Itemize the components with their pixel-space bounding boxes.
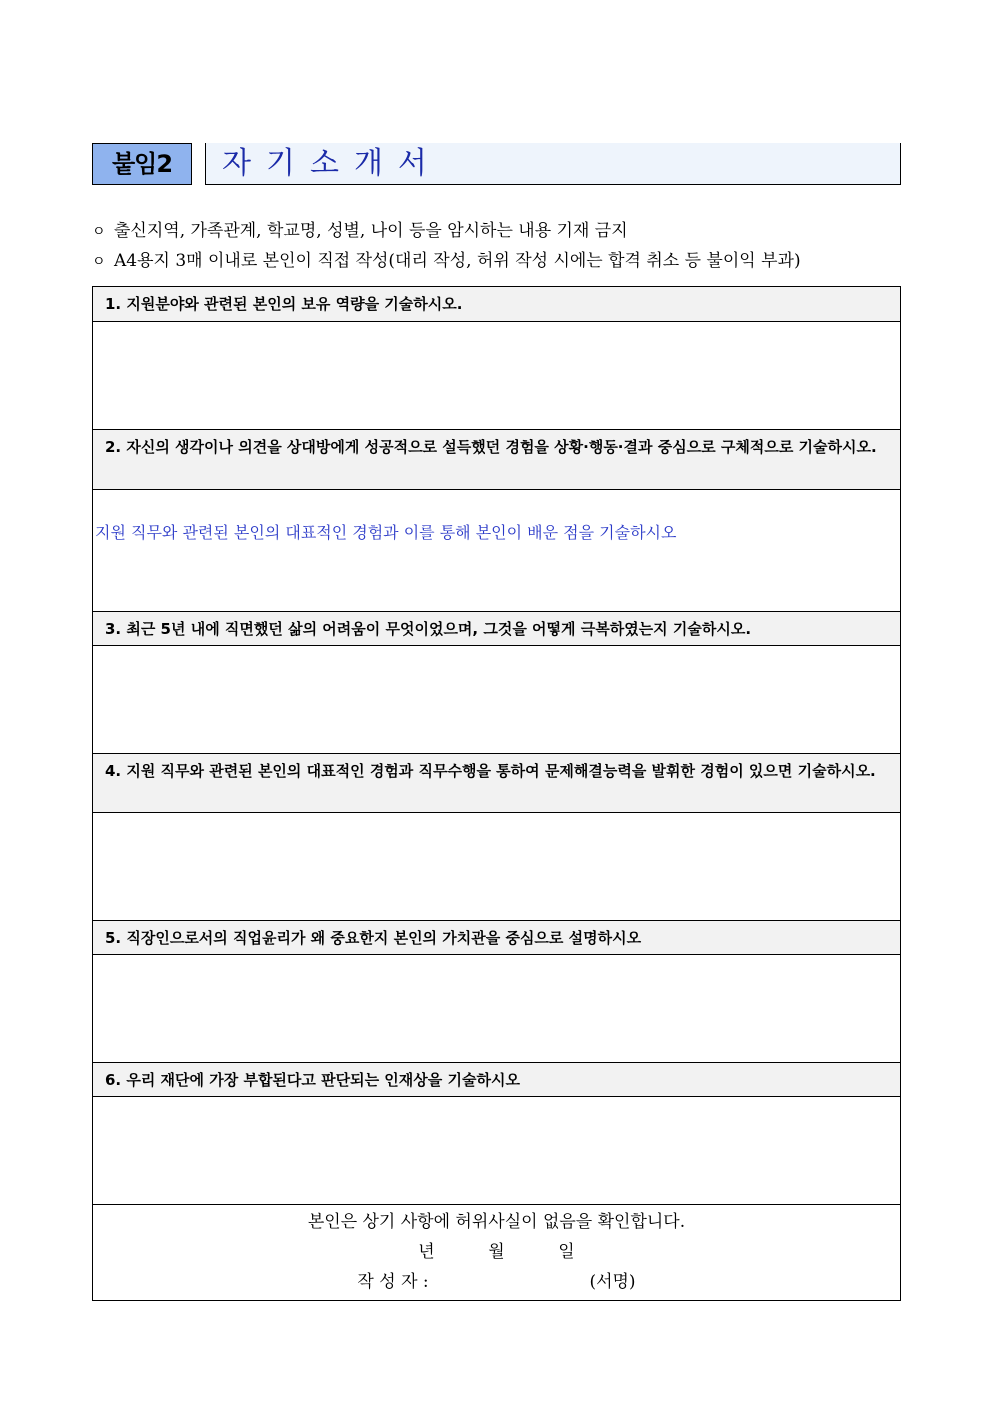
question-text: 자신의 생각이나 의견을 상대방에게 성공적으로 설득했던 경험을 상황·행동·결과 중심으로 구체적으로 기술하시오.	[126, 438, 877, 456]
question-number: 4.	[105, 762, 127, 780]
answer-field-3[interactable]	[93, 646, 901, 754]
note-text: 출신지역, 가족관계, 학교명, 성별, 나이 등을 암시하는 내용 기재 금지	[114, 221, 628, 241]
question-text: 우리 재단에 가장 부합된다고 판단되는 인재상을 기술하시오	[126, 1071, 520, 1089]
document-title: 자기소개서	[222, 146, 442, 181]
question-number: 2.	[105, 438, 127, 456]
confirmation-section	[93, 1205, 901, 1301]
answer-field-1[interactable]	[93, 322, 901, 430]
question-header-4	[93, 754, 901, 813]
month-label: 월	[488, 1242, 505, 1262]
question-header-2	[93, 430, 901, 490]
answer-field-6[interactable]	[93, 1097, 901, 1205]
note-text: A4용지 3매 이내로 본인이 직접 작성(대리 작성, 허위 작성 시에는 합격 취소 등 불이익 부과)	[114, 251, 801, 271]
question-header-3	[93, 612, 901, 646]
answer-field-2[interactable]	[93, 490, 901, 612]
year-label: 년	[418, 1242, 435, 1262]
answer-field-4[interactable]	[93, 813, 901, 921]
question-text: 직장인으로서의 직업윤리가 왜 중요한지 본인의 가치관을 중심으로 설명하시오	[126, 929, 642, 947]
answer-hint: 지원 직무와 관련된 본인의 대표적인 경험과 이를 통해 본인이 배운 점을 기술하시오	[95, 523, 677, 542]
title-box	[205, 143, 901, 185]
circle-bullet-icon: ㅇ	[92, 254, 106, 270]
question-number: 1.	[105, 295, 127, 313]
question-text: 최근 5년 내에 직면했던 삶의 어려움이 무엇이었으며, 그것을 어떻게 극복하였는지 기술하시오.	[126, 620, 752, 638]
confirmation-statement: 본인은 상기 사항에 허위사실이 없음을 확인합니다.	[307, 1212, 686, 1232]
self-introduction-form	[92, 286, 901, 1301]
author-label: 작 성 자 :	[357, 1272, 429, 1292]
note-item	[92, 218, 901, 248]
circle-bullet-icon: ㅇ	[92, 224, 106, 240]
note-item	[92, 248, 901, 278]
question-text: 지원분야와 관련된 본인의 보유 역량을 기술하시오.	[126, 295, 463, 313]
question-header-6	[93, 1063, 901, 1097]
answer-field-5[interactable]	[93, 955, 901, 1063]
question-number: 6.	[105, 1071, 127, 1089]
question-header-1	[93, 287, 901, 322]
signature-line	[93, 1267, 900, 1297]
attachment-badge: 붙임2	[92, 143, 192, 185]
question-number: 5.	[105, 929, 127, 947]
question-text: 지원 직무와 관련된 본인의 대표적인 경험과 직무수행을 통하여 문제해결능력을 발휘한 경험이 있으면 기술하시오.	[126, 762, 876, 780]
date-line	[93, 1237, 900, 1267]
notes	[92, 218, 901, 278]
title-row	[92, 143, 901, 187]
signature-label: (서명)	[589, 1272, 636, 1292]
question-number: 3.	[105, 620, 127, 638]
day-label: 일	[558, 1242, 575, 1262]
question-header-5	[93, 921, 901, 955]
